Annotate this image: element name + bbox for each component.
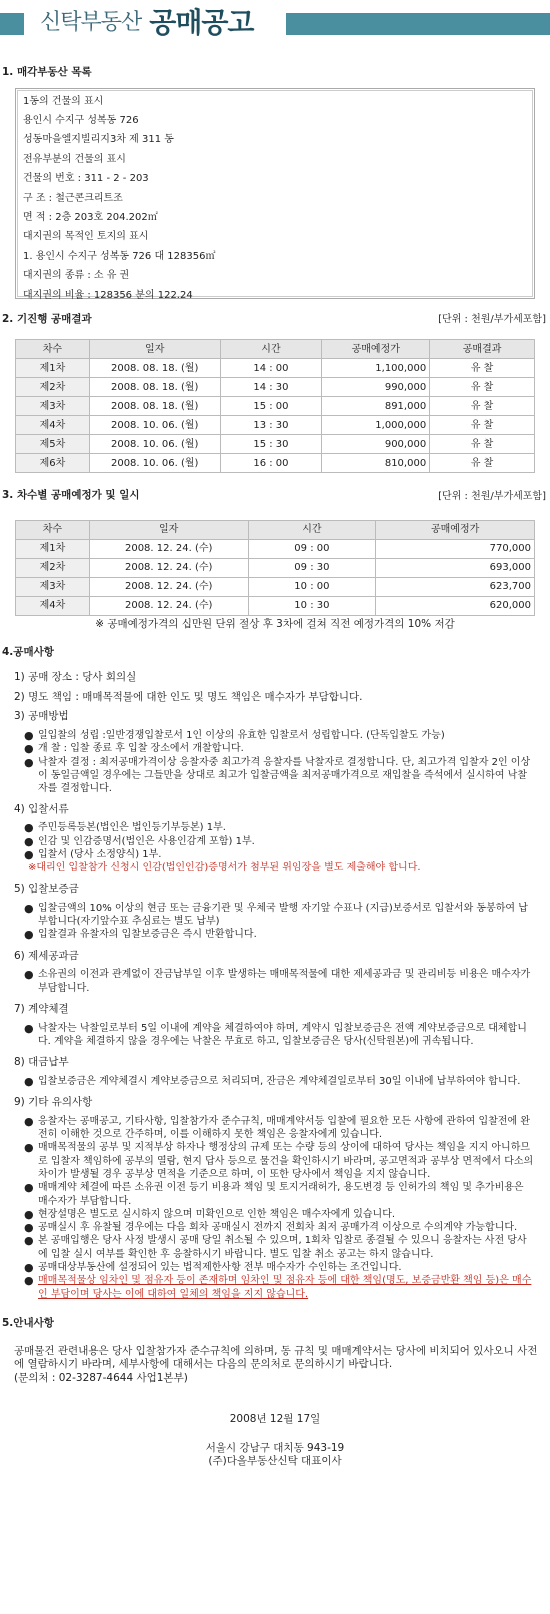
table-cell: 990,000 — [322, 378, 430, 397]
table-cell: 2008. 10. 06. (월) — [89, 416, 220, 435]
item-other-title: 9) 기타 유의사항 — [14, 1096, 93, 1109]
table-cell: 제4차 — [16, 596, 90, 615]
guide-text: 공매물건 관련내용은 당사 입찰참가자 준수규칙에 의하며, 동 규칙 및 매매계약서는 당사에 비치되어 있사오니 사전에 열람하시기 바라며, 세부사항에 대해서는 다음의 문의처로 문의하시기 바랍니다. — [14, 1344, 538, 1371]
table-header-row — [16, 520, 535, 539]
item-deposit-title: 5) 입찰보증금 — [14, 883, 79, 896]
item-contract-title: 7) 계약체결 — [14, 1002, 69, 1015]
list-item-text: 인감 및 인감증명서(법인은 사용인감계 포함) 1부. — [38, 835, 255, 847]
column-header: 차수 — [16, 520, 90, 539]
list-item-text: 낙찰자 결정 : 최저공매가격이상 응찰자중 최고가격 응찰자를 낙찰자로 결정합니다. 단, 최고가격 입찰자 2인 이상이 동일금액일 경우에는 그들만을 상대로 최고가 입찰금액을 최저공매가격으로 재입찰을 즉석에서 실시하여 낙찰자를 결정합니다. — [38, 756, 531, 795]
column-header: 시간 — [220, 340, 322, 359]
bullet-icon: ● — [24, 1274, 34, 1288]
list-item — [24, 1221, 536, 1234]
list-item-text: 일입찰의 성립 :일반경쟁입찰로서 1인 이상의 유효한 입찰로서 성립합니다. (단독입찰도 가능) — [38, 730, 445, 742]
property-line: 1. 용인시 수지구 성복동 726 대 128356㎡ — [23, 250, 216, 262]
list-item-text: 매매계약 체결에 따른 소유권 이전 등기 비용과 책임 및 토지거래허가, 용도변경 등 인허가의 책임 및 추가비용은 매수자가 부담합니다. — [38, 1182, 524, 1207]
docs-warning — [0, 861, 550, 874]
table-cell: 제1차 — [16, 539, 90, 558]
list-item — [24, 729, 536, 742]
bullet-icon: ● — [24, 1260, 34, 1274]
list-item-text: 입찰서 (당사 소정양식) 1부. — [38, 848, 162, 860]
page-header — [0, 0, 550, 46]
section-1-title: 1. 매각부동산 목록 — [2, 66, 92, 78]
bullet-icon: ● — [24, 1114, 34, 1128]
table-row — [16, 359, 535, 378]
property-line: 대지권의 비율 : 128356 분의 122.24 — [23, 289, 193, 301]
footer-company: (주)다올부동산신탁 대표이사 — [208, 1455, 342, 1468]
section-1 — [0, 66, 550, 299]
table-cell: 2008. 08. 18. (월) — [89, 378, 220, 397]
property-line: 전유부분의 건물의 표시 — [23, 153, 126, 165]
table-cell: 유 찰 — [430, 435, 535, 454]
header-main-title: 공매공고 — [149, 5, 254, 39]
table-cell: 제5차 — [16, 435, 90, 454]
list-item — [24, 1022, 536, 1049]
property-line: 대지권의 종류 : 소 유 권 — [23, 270, 130, 282]
table-row — [16, 454, 535, 473]
tax-list — [0, 968, 550, 995]
past-results-table — [15, 339, 535, 473]
property-line: 면 적 : 2층 203호 204.202㎡ — [23, 211, 158, 223]
table-cell: 2008. 12. 24. (수) — [89, 558, 248, 577]
property-line: 1동의 건물의 표시 — [23, 95, 104, 107]
bullet-icon: ● — [24, 1141, 34, 1155]
table-cell: 제3차 — [16, 577, 90, 596]
table-row — [16, 416, 535, 435]
table-cell: 제2차 — [16, 378, 90, 397]
table-row — [16, 435, 535, 454]
table-header-row — [16, 340, 535, 359]
bullet-icon: ● — [24, 901, 34, 915]
section-3-title: 3. 차수별 공매예정가 및 일시 — [2, 489, 140, 502]
bullet-icon: ● — [24, 928, 34, 942]
item-place: 1) 공매 장소 : 당사 회의실 — [14, 671, 137, 684]
table-cell: 2008. 12. 24. (수) — [89, 596, 248, 615]
list-item-text: 개 찰 : 입찰 종료 후 입찰 장소에서 개찰합니다. — [38, 743, 244, 755]
table-cell: 유 찰 — [430, 397, 535, 416]
list-item-text: 낙찰자는 낙찰일로부터 5일 이내에 계약을 체결하여야 하며, 계약시 입찰보증금은 전액 계약보증금으로 대체합니다. 계약을 체결하지 않을 경우에는 낙찰은 무효로 하고, 입찰보증금은 당사(신탁원본)에 귀속됩니다. — [38, 1022, 527, 1047]
list-item — [24, 1234, 536, 1261]
tenant-warning-text: 매매목적물상 임차인 및 점유자 등이 존재하며 임차인 및 점유자 등에 대한 책임(명도, 보증금반환 책임 등)은 매수인 부담이며 당사는 이에 대하여 일체의 책임을 지지 않습니다. — [38, 1275, 532, 1300]
list-item-text: 공매실시 후 유찰될 경우에는 다음 회차 공매실시 전까지 전회차 최저 공매가격 이상으로 수의계약 가능합니다. — [38, 1222, 518, 1234]
table-cell: 제4차 — [16, 416, 90, 435]
bullet-icon: ● — [24, 821, 34, 835]
bullet-icon: ● — [24, 755, 34, 769]
section-4-title: 4.공매사항 — [2, 645, 54, 658]
item-method-title: 3) 공매방법 — [14, 710, 69, 723]
table-cell: 13 : 30 — [220, 416, 322, 435]
table-cell: 620,000 — [376, 596, 535, 615]
table-cell: 14 : 30 — [220, 378, 322, 397]
list-item — [24, 902, 536, 929]
table-cell: 891,000 — [322, 397, 430, 416]
table-row — [16, 577, 535, 596]
column-header: 공매결과 — [430, 340, 535, 359]
item-docs-title: 4) 입찰서류 — [14, 802, 69, 815]
property-list-box — [15, 88, 535, 299]
bullet-icon: ● — [24, 1021, 34, 1035]
table-cell: 1,100,000 — [322, 359, 430, 378]
column-header: 공매예정가 — [322, 340, 430, 359]
header-title — [24, 0, 286, 46]
list-item — [24, 1261, 536, 1274]
deposit-list — [0, 902, 550, 942]
table-row — [16, 378, 535, 397]
table-cell: 15 : 30 — [220, 435, 322, 454]
table-cell: 2008. 12. 24. (수) — [89, 577, 248, 596]
table-cell: 제2차 — [16, 558, 90, 577]
list-item — [24, 1181, 536, 1208]
list-item — [24, 756, 536, 796]
bullet-icon: ● — [24, 1074, 34, 1088]
column-header: 공매예정가 — [376, 520, 535, 539]
table-cell: 유 찰 — [430, 359, 535, 378]
table-cell: 693,000 — [376, 558, 535, 577]
list-item-text: 주민등록등본(법인은 법인등기부등본) 1부. — [38, 822, 226, 834]
bullet-icon: ● — [24, 1181, 34, 1195]
table-cell: 유 찰 — [430, 416, 535, 435]
list-item-text: 본 공매입행은 당사 사정 발생시 공매 당일 취소될 수 있으며, 1회차 입찰로 종결될 수 있으니 응찰자는 사전 당사에 입찰 실시 여부를 확인한 후 응찰하시기 바랍니다. 별도 입찰 취소 공고는 하지 않습니다. — [38, 1235, 527, 1260]
table-cell: 유 찰 — [430, 454, 535, 473]
section-2-title: 2. 기진행 공매결과 — [2, 312, 92, 325]
table-cell: 2008. 10. 06. (월) — [89, 435, 220, 454]
section-3-unit: [단위 : 천원/부가세포함] — [438, 490, 546, 502]
item-tax-title: 6) 제세공과금 — [14, 949, 79, 962]
list-item — [24, 1274, 536, 1301]
section-5 — [0, 1317, 550, 1385]
column-header: 시간 — [248, 520, 376, 539]
list-item — [24, 968, 536, 995]
property-line: 성동마을엘지빌리지3차 제 311 동 — [23, 134, 174, 146]
bullet-icon: ● — [24, 1221, 34, 1235]
column-header: 일자 — [89, 340, 220, 359]
table-cell: 14 : 00 — [220, 359, 322, 378]
table-cell: 1,000,000 — [322, 416, 430, 435]
table-cell: 623,700 — [376, 577, 535, 596]
table-cell: 유 찰 — [430, 378, 535, 397]
table-cell: 제1차 — [16, 359, 90, 378]
list-item — [24, 1115, 536, 1142]
list-item — [24, 848, 536, 861]
other-list — [0, 1115, 550, 1275]
schedule-table — [15, 520, 535, 616]
method-list — [0, 729, 550, 795]
table-cell: 16 : 00 — [220, 454, 322, 473]
bullet-icon: ● — [24, 1234, 34, 1248]
list-item — [24, 1075, 536, 1088]
property-line: 건물의 번호 : 311 - 2 - 203 — [23, 173, 149, 185]
contact-text: (문의처 : 02-3287-4644 사업1본부) — [14, 1371, 188, 1384]
section-5-title: 5.안내사항 — [2, 1316, 54, 1329]
table-cell: 제6차 — [16, 454, 90, 473]
bullet-icon: ● — [24, 847, 34, 861]
table-cell: 10 : 30 — [248, 596, 376, 615]
section-2-unit: [단위 : 천원/부가세포함] — [438, 313, 546, 325]
property-line: 용인시 수지구 성복동 726 — [23, 115, 139, 127]
table-cell: 2008. 08. 18. (월) — [89, 359, 220, 378]
property-line: 대지권의 목적인 토지의 표시 — [23, 231, 149, 243]
list-item-text: 입찰결과 유찰자의 입찰보증금은 즉시 반환합니다. — [38, 929, 257, 941]
column-header: 차수 — [16, 340, 90, 359]
item-payment-title: 8) 대금납부 — [14, 1056, 69, 1069]
list-item-text: 소유권의 이전과 관계없이 잔금납부일 이후 발생하는 매매목적물에 대한 제세공과금 및 관리비등 비용은 매수자가 부담합니다. — [38, 969, 531, 994]
table-row — [16, 596, 535, 615]
item-eviction: 2) 명도 책임 : 매매목적물에 대한 인도 및 명도 책임은 매수자가 부담합니다. — [14, 690, 363, 703]
table-cell: 2008. 12. 24. (수) — [89, 539, 248, 558]
bullet-icon: ● — [24, 729, 34, 743]
table-row — [16, 558, 535, 577]
bullet-icon: ● — [24, 834, 34, 848]
list-item — [24, 742, 536, 755]
table-cell: 2008. 10. 06. (월) — [89, 454, 220, 473]
section-4 — [0, 646, 550, 1301]
contract-list — [0, 1022, 550, 1049]
footer-address: 서울시 강남구 대치동 943-19 — [205, 1441, 345, 1454]
table-cell: 810,000 — [322, 454, 430, 473]
table-cell: 900,000 — [322, 435, 430, 454]
property-list — [17, 90, 533, 301]
bullet-icon: ● — [24, 1207, 34, 1221]
list-item-text: 현장설명은 별도로 실시하지 않으며 미확인으로 인한 책임은 매수자에게 있습니다. — [38, 1208, 396, 1220]
table-row — [16, 397, 535, 416]
table-cell: 10 : 00 — [248, 577, 376, 596]
list-item-text: 응찰자는 공매공고, 기타사항, 입찰참가자 준수규칙, 매매계약서등 입찰에 필요한 모든 사항에 관하여 입찰전에 완전히 이해한 것으로 간주하며, 이를 이해하지 못한 책임은 응찰자에게 있습니다. — [38, 1115, 531, 1141]
other-list-last — [0, 1274, 550, 1301]
table-cell: 제3차 — [16, 397, 90, 416]
bullet-icon: ● — [24, 968, 34, 982]
table-cell: 2008. 08. 18. (월) — [89, 397, 220, 416]
property-line: 구 조 : 철근콘크리트조 — [23, 192, 123, 204]
list-item — [24, 1141, 536, 1181]
docs-list — [0, 821, 550, 861]
list-item — [24, 835, 536, 848]
table-cell: 09 : 00 — [248, 539, 376, 558]
table-cell: 09 : 30 — [248, 558, 376, 577]
table-cell: 770,000 — [376, 539, 535, 558]
section-2 — [0, 313, 550, 474]
column-header: 일자 — [89, 520, 248, 539]
payment-list — [0, 1075, 550, 1088]
bullet-icon: ● — [24, 742, 34, 756]
header-subtitle: 신탁부동산 — [40, 9, 142, 35]
list-item-text: 입찰금액의 10% 이상의 현금 또는 금융기관 및 우체국 발행 자기앞 수표나 (지급)보증서로 입찰서와 동봉하여 납부합니다(자기앞수표 추심료는 별도 납부) — [38, 902, 528, 928]
table-row — [16, 539, 535, 558]
table-cell: 15 : 00 — [220, 397, 322, 416]
footer-date: 2008년 12월 17일 — [229, 1413, 321, 1426]
price-note: ※ 공매예정가격의 십만원 단위 절상 후 3차에 걸쳐 직전 예정가격의 10% 저감 — [95, 617, 455, 630]
footer — [0, 1413, 550, 1469]
docs-warning-text: ※대리인 입찰참가 신청시 인감(법인인감)증명서가 첨부된 위임장을 별도 제출해야 합니다. — [28, 862, 421, 874]
list-item-text: 매매목적물의 공부 및 지적부상 하자나 행정상의 규제 또는 수량 등의 상이에 대하여 당사는 책임을 지지 아니하므로 입찰자 책임하에 공부의 열람, 현지 답사 등으로 물건을 확인하시기 바라며, 공고면적과 공부상 면적에서 다소의 차이가 발생될 경우 공부상 면적을 기준으로 하며, 이 또한 당사에서 책임을 지지 않습니다. — [38, 1142, 534, 1180]
list-item — [24, 928, 536, 941]
section-3 — [0, 489, 550, 631]
list-item-text: 공매대상부동산에 설정되어 있는 법적제한사항 전부 매수자가 수인하는 조건입니다. — [38, 1261, 402, 1273]
list-item — [24, 1208, 536, 1221]
list-item-text: 입찰보증금은 계약체결시 계약보증금으로 처리되며, 잔금은 계약체결일로부터 30일 이내에 납부하여야 합니다. — [38, 1075, 521, 1087]
list-item — [24, 821, 536, 834]
